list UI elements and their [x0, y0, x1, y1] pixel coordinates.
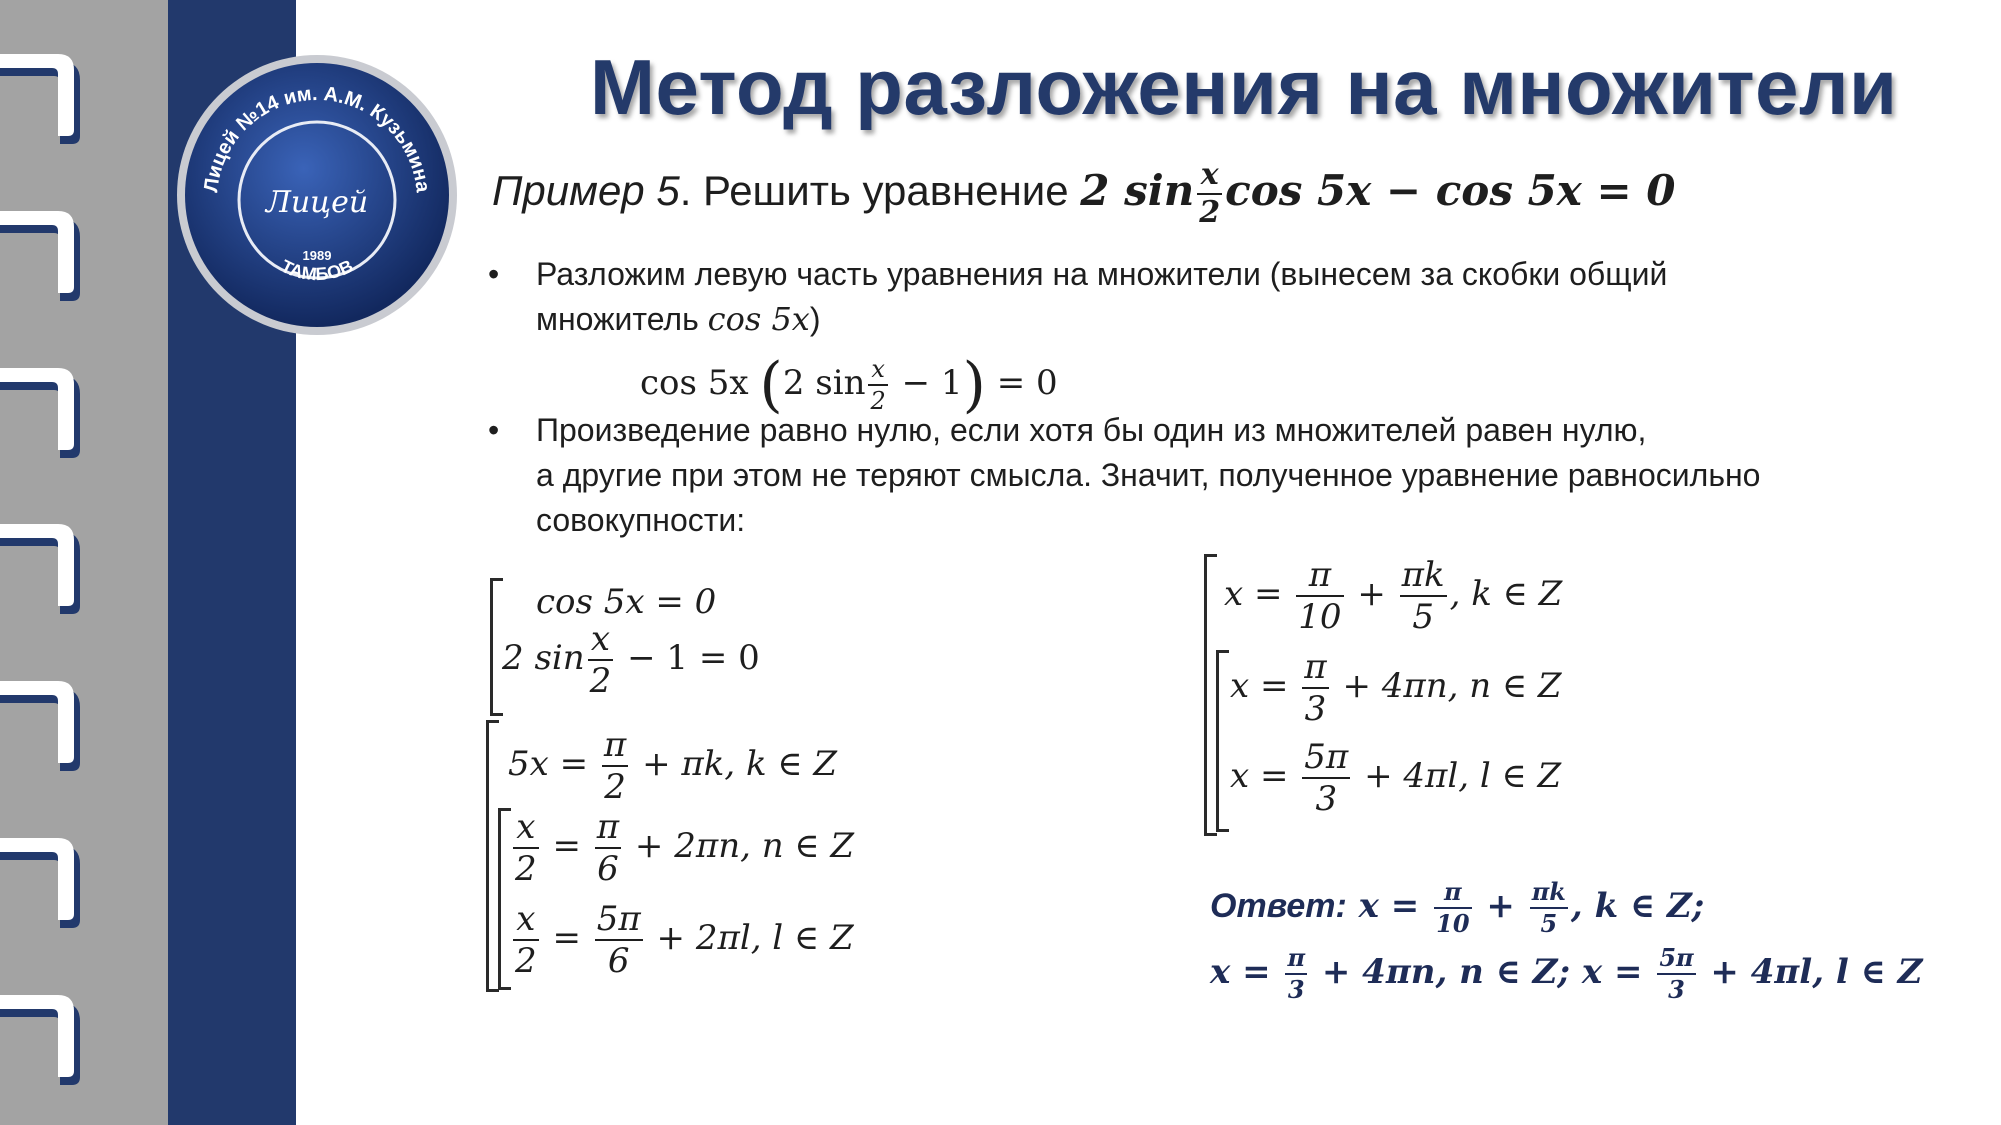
- binder-ring-icon: [0, 518, 92, 616]
- bullet-1-line-1: Разложим левую часть уравнения на множители (вынесем за скобки общий: [536, 256, 1668, 292]
- eq1-fraction: [868, 357, 887, 413]
- system-3-row-1-right: , k ∈ Z: [1449, 573, 1563, 614]
- fraction-denominator: 2: [870, 387, 886, 415]
- bullet-marker: •: [488, 256, 500, 292]
- bullet-1: [536, 252, 1956, 342]
- example-coef: 2: [1080, 166, 1125, 216]
- fraction-denominator: 3: [1668, 975, 1685, 1004]
- answer-l2-fraction: [1285, 943, 1307, 1004]
- fraction-numerator: π: [596, 807, 620, 847]
- eq1-close-paren: ): [962, 350, 986, 420]
- system-1-row-2: [502, 619, 760, 701]
- system-3-row-2: [1230, 647, 1562, 729]
- system-3-row-3-right: + 4πl, l ∈ Z: [1353, 755, 1562, 796]
- system-2-row-2-lfraction: [513, 807, 539, 889]
- bullet-1-line-2: [536, 297, 1956, 342]
- example-eq-rest: cos 5x − cos 5x = 0: [1225, 166, 1676, 216]
- system-3-row-1-fraction: [1296, 555, 1343, 637]
- system-2-row-3-lfraction: [513, 899, 539, 981]
- answer-l2-left: x =: [1210, 951, 1283, 992]
- example-sin: sin: [1124, 166, 1195, 216]
- fraction-denominator: 10: [1436, 909, 1470, 938]
- bullet-1-text: множитель: [536, 301, 708, 337]
- example-heading: [492, 157, 1676, 230]
- logo-year: 1989: [302, 248, 332, 263]
- binder-ring-icon: [0, 675, 92, 773]
- example-fraction: [1197, 157, 1222, 230]
- bullet-1-math: cos 5x: [707, 300, 810, 338]
- system-3-row-3-left: x =: [1230, 755, 1300, 796]
- fraction-denominator: 3: [1315, 779, 1338, 819]
- system-2-row-1-left: 5x =: [508, 743, 599, 784]
- fraction-numerator: 5π: [596, 899, 641, 939]
- system-3-row-1-plus: +: [1346, 573, 1397, 614]
- fraction-numerator: πk: [1401, 555, 1445, 595]
- slide-title: Метод разложения на множители: [590, 43, 1898, 131]
- answer-l1-left: x =: [1346, 885, 1432, 926]
- system-1-row-2-left: 2 sin: [502, 637, 585, 678]
- fraction-denominator: 2: [515, 941, 537, 981]
- binder-ring-icon: [0, 48, 92, 146]
- bullet-2-line-3: совокупности:: [536, 502, 746, 538]
- fraction-denominator: 2: [604, 767, 626, 807]
- system-2-row-1: [508, 725, 837, 807]
- fraction-denominator: 3: [1304, 689, 1327, 729]
- fraction-denominator: 5: [1412, 597, 1434, 637]
- eq1-open-paren: (: [759, 350, 783, 420]
- fraction-denominator: 5: [1540, 909, 1558, 938]
- eq1-rhs: = 0: [985, 362, 1058, 403]
- system-2-row-2: [510, 807, 855, 889]
- fraction-numerator: x: [1197, 160, 1222, 195]
- binder-ring-icon: [0, 362, 92, 460]
- binder-ring-icon: [0, 832, 92, 930]
- fraction-denominator: 6: [607, 941, 630, 981]
- logo-arc-text: Лицей №14 им. А.М. Кузьмина: [200, 82, 434, 194]
- fraction-denominator: 6: [597, 849, 619, 889]
- answer-l1-right: , k ∈ Z;: [1570, 885, 1705, 926]
- fraction-numerator: π: [603, 725, 627, 765]
- example-label: Пример 5: [492, 167, 680, 215]
- system-2-row-1-fraction: [602, 725, 628, 807]
- answer-label: Ответ:: [1210, 886, 1347, 925]
- system-3-inner-bracket: [1216, 650, 1229, 832]
- system-1-row-1-text: cos 5x = 0: [536, 582, 717, 622]
- bullet-2-line-2: а другие при этом не теряют смысла. Значит, полученное уравнение равносильно: [536, 457, 1761, 493]
- bullet-1-end: ): [809, 301, 821, 337]
- fraction-denominator: 10: [1298, 597, 1342, 637]
- answer-l1-fraction: [1434, 877, 1471, 938]
- fraction-denominator: 2: [589, 661, 612, 701]
- system-3-row-1: [1224, 555, 1563, 637]
- answer-line-1: [1210, 877, 1705, 938]
- fraction-numerator: π: [1304, 647, 1327, 687]
- fraction-numerator: x: [513, 810, 539, 849]
- eq1-minus-one: − 1: [890, 362, 963, 403]
- system-3-row-2-fraction: [1302, 647, 1328, 729]
- eq1-sin: 2 sin: [782, 362, 866, 403]
- fraction-numerator: x: [868, 357, 887, 386]
- fraction-numerator: π: [1434, 880, 1471, 909]
- lyceum-logo: [172, 50, 462, 340]
- fraction-numerator: πk: [1530, 880, 1568, 909]
- fraction-numerator: 5π: [1657, 946, 1695, 975]
- answer-l1-fraction-2: [1530, 877, 1568, 938]
- fraction-numerator: x: [513, 902, 539, 941]
- fraction-numerator: 5π: [1304, 737, 1349, 777]
- bullet-2: [536, 408, 1956, 543]
- system-3-row-2-left: x =: [1230, 665, 1300, 706]
- answer-l2-right: + 4πl, l ∈ Z: [1698, 951, 1923, 992]
- binder-ring-icon: [0, 989, 92, 1087]
- system-2-row-3-fraction: [595, 899, 643, 981]
- answer-line-2: [1210, 943, 1923, 1004]
- system-2-row-3-right: + 2πl, l ∈ Z: [645, 917, 854, 958]
- system-3-row-2-right: + 4πn, n ∈ Z: [1331, 665, 1562, 706]
- system-1-row-2-fraction: [588, 619, 614, 701]
- system-2-row-3: [510, 899, 854, 981]
- system-1-row-1: [536, 582, 716, 622]
- logo-city: ТАМБОВ: [277, 255, 357, 285]
- fraction-denominator: 3: [1287, 975, 1305, 1004]
- fraction-denominator: 2: [515, 849, 537, 889]
- eq1-left: cos 5x: [640, 362, 760, 403]
- fraction-numerator: x: [588, 622, 614, 661]
- fraction-denominator: 2: [1199, 195, 1221, 230]
- logo-center-text: Лицей: [265, 185, 369, 220]
- system-2-row-1-right: + πk, k ∈ Z: [631, 743, 837, 784]
- system-3-row-1-fraction-2: [1400, 555, 1447, 637]
- fraction-numerator: π: [1296, 558, 1343, 597]
- system-2-row-3-eq: =: [541, 917, 592, 958]
- system-1-row-2-right: − 1 = 0: [616, 637, 760, 678]
- fraction-numerator: π: [1285, 946, 1307, 975]
- system-2-row-2-eq: =: [541, 825, 592, 866]
- example-text: . Решить уравнение: [679, 167, 1081, 215]
- bullet-marker: •: [488, 412, 500, 448]
- answer-l2-mid: + 4πn, n ∈ Z; x =: [1310, 951, 1655, 992]
- system-3-row-3: [1230, 737, 1562, 819]
- bullet-2-line-1: Произведение равно нулю, если хотя бы один из множителей равен нулю,: [536, 412, 1647, 448]
- answer-l1-plus: +: [1474, 885, 1527, 926]
- answer-l2-fraction-2: [1657, 943, 1695, 1004]
- system-3-row-1-left: x =: [1224, 573, 1294, 614]
- system-2-row-2-right: + 2πn, n ∈ Z: [624, 825, 855, 866]
- binder-ring-icon: [0, 205, 92, 303]
- system-3-row-3-fraction: [1302, 737, 1350, 819]
- system-2-row-2-fraction: [595, 807, 621, 889]
